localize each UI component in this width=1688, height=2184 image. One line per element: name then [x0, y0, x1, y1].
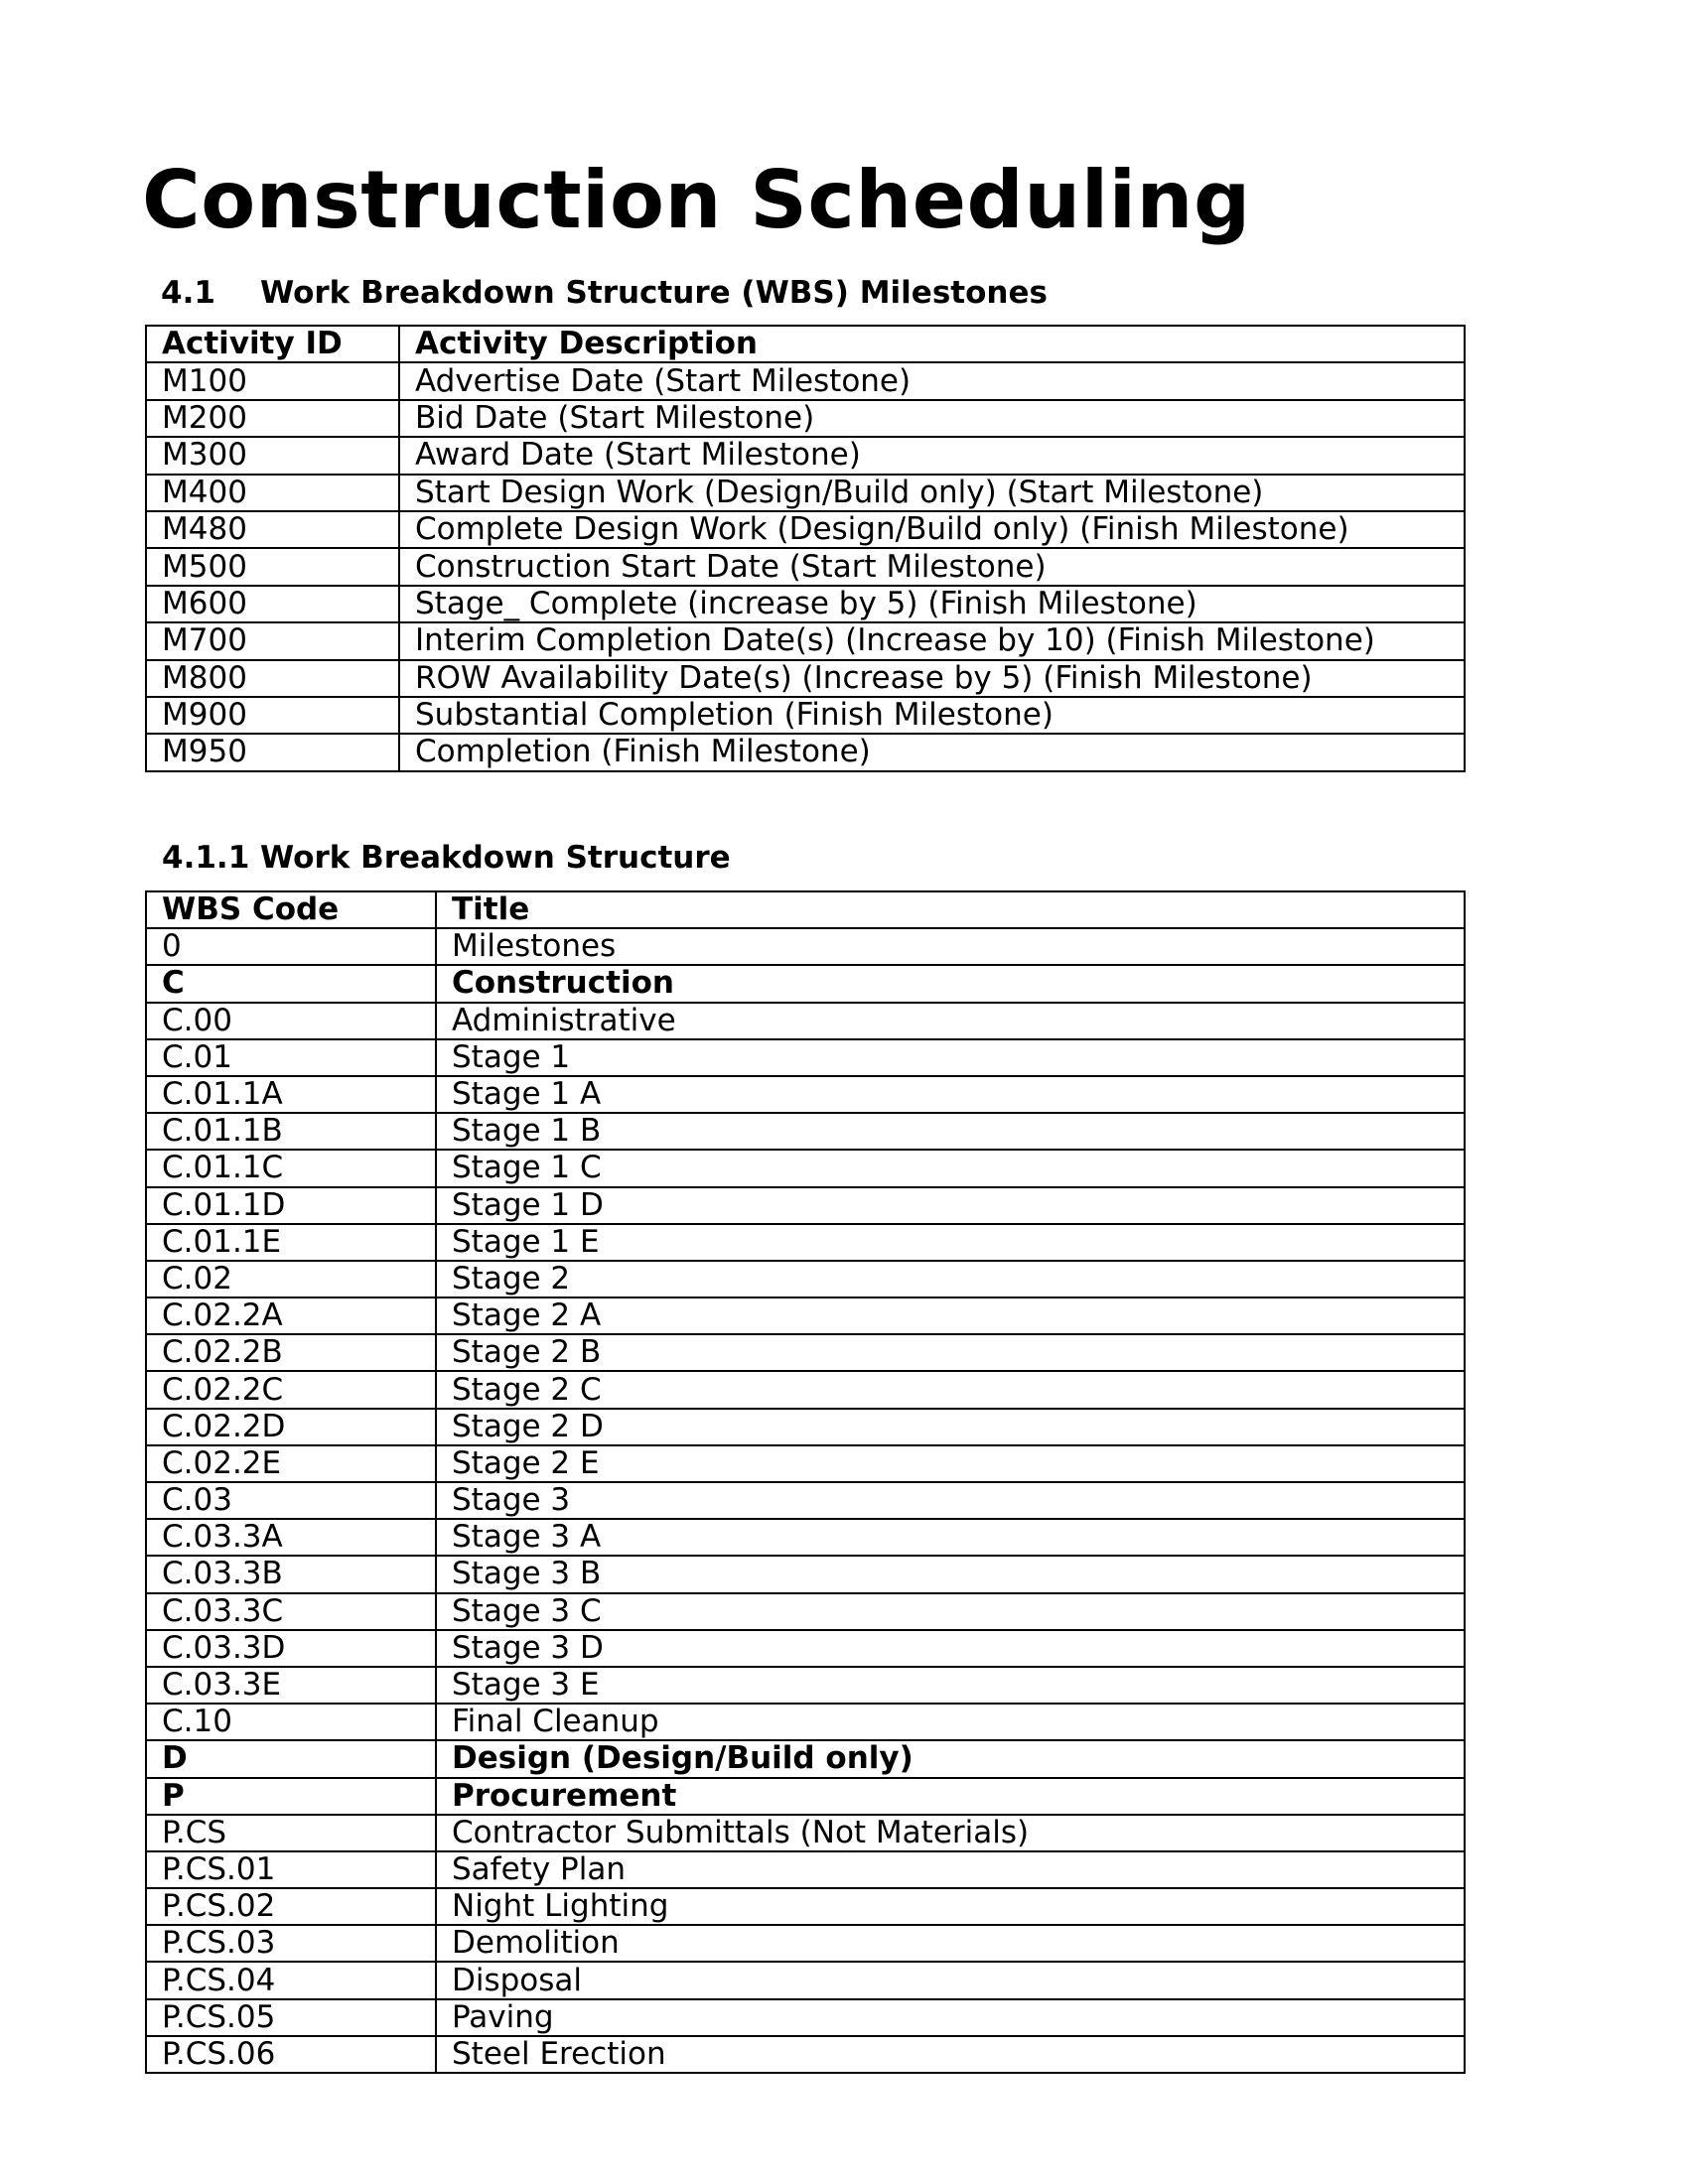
wbs-code-cell: C.03.3A — [146, 1519, 436, 1556]
table-row — [146, 1740, 1465, 1777]
table-row — [146, 1667, 1465, 1704]
activity-id-cell: M600 — [146, 586, 399, 622]
wbs-title-cell: Stage 2 B — [436, 1334, 1465, 1371]
table-row — [146, 1630, 1465, 1667]
table-row — [146, 660, 1465, 697]
table-row — [146, 1371, 1465, 1408]
table-row — [146, 1150, 1465, 1186]
section-number: 4.1 — [161, 275, 215, 311]
wbs-title-cell: Final Cleanup — [436, 1704, 1465, 1740]
table-row — [146, 511, 1465, 548]
wbs-code-cell: C.02.2D — [146, 1409, 436, 1445]
table-row — [146, 622, 1465, 659]
table-row — [146, 1297, 1465, 1334]
table-row — [146, 1482, 1465, 1519]
wbs-title-cell: Steel Erection — [436, 2036, 1465, 2073]
table-row — [146, 1003, 1465, 1039]
wbs-title-cell: Stage 1 — [436, 1039, 1465, 1076]
table-row — [146, 1778, 1465, 1815]
wbs-code-cell: C.03.3E — [146, 1667, 436, 1704]
activity-id-cell: M900 — [146, 697, 399, 734]
wbs-title-cell: Milestones — [436, 928, 1465, 965]
wbs-title-cell: Night Lighting — [436, 1888, 1465, 1925]
wbs-code-cell: C.02 — [146, 1261, 436, 1297]
wbs-title-cell: Design (Design/Build only) — [436, 1740, 1465, 1777]
page-title: Construction Scheduling — [142, 154, 1251, 246]
table-row — [146, 1519, 1465, 1556]
wbs-code-cell: C.02.2A — [146, 1297, 436, 1334]
wbs-code-cell: C.01.1B — [146, 1113, 436, 1150]
wbs-code-cell: C.03 — [146, 1482, 436, 1519]
wbs-title-cell: Stage 3 — [436, 1482, 1465, 1519]
wbs-code-cell: P.CS.03 — [146, 1925, 436, 1962]
wbs-title-cell: Stage 1 E — [436, 1224, 1465, 1261]
wbs-title-cell: Construction — [436, 965, 1465, 1002]
table-row — [146, 437, 1465, 474]
wbs-title-cell: Disposal — [436, 1962, 1465, 1998]
activity-id-cell: M480 — [146, 511, 399, 548]
activity-description-cell: Complete Design Work (Design/Build only) (Finish Milestone) — [399, 511, 1465, 548]
table-row — [146, 1704, 1465, 1740]
table-row — [146, 475, 1465, 511]
table-row — [146, 1334, 1465, 1371]
activity-description-cell: ROW Availability Date(s) (Increase by 5) (Finish Milestone) — [399, 660, 1465, 697]
wbs-title-cell: Stage 3 C — [436, 1593, 1465, 1630]
table-row — [146, 734, 1465, 770]
wbs-title-cell: Stage 2 E — [436, 1445, 1465, 1482]
column-header-activity-description: Activity Description — [399, 326, 1465, 362]
column-header-title: Title — [436, 891, 1465, 928]
table-row — [146, 965, 1465, 1002]
wbs-code-cell: P.CS.04 — [146, 1962, 436, 1998]
table-row — [146, 1409, 1465, 1445]
wbs-code-cell: C.00 — [146, 1003, 436, 1039]
wbs-code-cell: C.01.1D — [146, 1187, 436, 1224]
table-row — [146, 697, 1465, 734]
activity-id-cell: M100 — [146, 362, 399, 399]
activity-description-cell: Start Design Work (Design/Build only) (Start Milestone) — [399, 475, 1465, 511]
wbs-title-cell: Stage 2 — [436, 1261, 1465, 1297]
wbs-title-cell: Demolition — [436, 1925, 1465, 1962]
wbs-title-cell: Stage 2 D — [436, 1409, 1465, 1445]
table-row — [146, 1445, 1465, 1482]
wbs-code-cell: P.CS — [146, 1815, 436, 1851]
wbs-title-cell: Stage 1 D — [436, 1187, 1465, 1224]
wbs-code-cell: C.03.3C — [146, 1593, 436, 1630]
wbs-code-cell: C.10 — [146, 1704, 436, 1740]
wbs-title-cell: Procurement — [436, 1778, 1465, 1815]
wbs-title-cell: Stage 1 C — [436, 1150, 1465, 1186]
table-row — [146, 1261, 1465, 1297]
table-row — [146, 928, 1465, 965]
table-row — [146, 1187, 1465, 1224]
wbs-title-cell: Contractor Submittals (Not Materials) — [436, 1815, 1465, 1851]
activity-id-cell: M700 — [146, 622, 399, 659]
wbs-code-cell: C — [146, 965, 436, 1002]
activity-id-cell: M300 — [146, 437, 399, 474]
wbs-code-cell: P.CS.06 — [146, 2036, 436, 2073]
wbs-code-cell: D — [146, 1740, 436, 1777]
activity-description-cell: Substantial Completion (Finish Milestone) — [399, 697, 1465, 734]
column-header-wbs-code: WBS Code — [146, 891, 436, 928]
table-row — [146, 1999, 1465, 2036]
activity-id-cell: M500 — [146, 548, 399, 585]
table-row — [146, 1815, 1465, 1851]
table-row — [146, 362, 1465, 399]
table-row — [146, 1925, 1465, 1962]
wbs-title-cell: Stage 2 A — [436, 1297, 1465, 1334]
wbs-code-cell: C.02.2C — [146, 1371, 436, 1408]
activity-description-cell: Advertise Date (Start Milestone) — [399, 362, 1465, 399]
table-row — [146, 1556, 1465, 1592]
wbs-title-cell: Stage 3 E — [436, 1667, 1465, 1704]
activity-description-cell: Construction Start Date (Start Milestone) — [399, 548, 1465, 585]
activity-description-cell: Interim Completion Date(s) (Increase by 10) (Finish Milestone) — [399, 622, 1465, 659]
table-row — [146, 586, 1465, 622]
milestones-section-heading — [161, 275, 1048, 311]
table-header-row — [146, 326, 1465, 362]
wbs-code-cell: C.01.1C — [146, 1150, 436, 1186]
activity-id-cell: M950 — [146, 734, 399, 770]
wbs-code-cell: C.03.3D — [146, 1630, 436, 1667]
wbs-code-cell: 0 — [146, 928, 436, 965]
wbs-title-cell: Stage 1 A — [436, 1076, 1465, 1113]
wbs-title-cell: Safety Plan — [436, 1851, 1465, 1888]
wbs-table — [145, 890, 1466, 2074]
table-header-row — [146, 891, 1465, 928]
activity-id-cell: M400 — [146, 475, 399, 511]
wbs-title-cell: Stage 2 C — [436, 1371, 1465, 1408]
wbs-code-cell: C.01.1A — [146, 1076, 436, 1113]
wbs-code-cell: C.02.2E — [146, 1445, 436, 1482]
wbs-title-cell: Stage 3 A — [436, 1519, 1465, 1556]
milestones-table — [145, 325, 1466, 772]
wbs-section-heading: 4.1.1 Work Breakdown Structure — [162, 840, 731, 876]
wbs-code-cell: P — [146, 1778, 436, 1815]
activity-description-cell: Award Date (Start Milestone) — [399, 437, 1465, 474]
table-row — [146, 400, 1465, 437]
wbs-title-cell: Paving — [436, 1999, 1465, 2036]
table-row — [146, 1593, 1465, 1630]
wbs-code-cell: C.02.2B — [146, 1334, 436, 1371]
activity-id-cell: M200 — [146, 400, 399, 437]
wbs-code-cell: P.CS.02 — [146, 1888, 436, 1925]
section-title: Work Breakdown Structure (WBS) Milestones — [260, 275, 1048, 311]
wbs-code-cell: C.01.1E — [146, 1224, 436, 1261]
activity-description-cell: Bid Date (Start Milestone) — [399, 400, 1465, 437]
table-row — [146, 1076, 1465, 1113]
table-row — [146, 1224, 1465, 1261]
wbs-code-cell: P.CS.05 — [146, 1999, 436, 2036]
table-row — [146, 1888, 1465, 1925]
wbs-code-cell: P.CS.01 — [146, 1851, 436, 1888]
table-row — [146, 1113, 1465, 1150]
activity-id-cell: M800 — [146, 660, 399, 697]
wbs-title-cell: Stage 3 D — [436, 1630, 1465, 1667]
table-row — [146, 1039, 1465, 1076]
wbs-title-cell: Stage 3 B — [436, 1556, 1465, 1592]
wbs-title-cell: Administrative — [436, 1003, 1465, 1039]
wbs-title-cell: Stage 1 B — [436, 1113, 1465, 1150]
table-row — [146, 1851, 1465, 1888]
activity-description-cell: Completion (Finish Milestone) — [399, 734, 1465, 770]
table-row — [146, 2036, 1465, 2073]
wbs-code-cell: C.01 — [146, 1039, 436, 1076]
table-row — [146, 548, 1465, 585]
table-row — [146, 1962, 1465, 1998]
column-header-activity-id: Activity ID — [146, 326, 399, 362]
wbs-code-cell: C.03.3B — [146, 1556, 436, 1592]
activity-description-cell: Stage_ Complete (increase by 5) (Finish Milestone) — [399, 586, 1465, 622]
